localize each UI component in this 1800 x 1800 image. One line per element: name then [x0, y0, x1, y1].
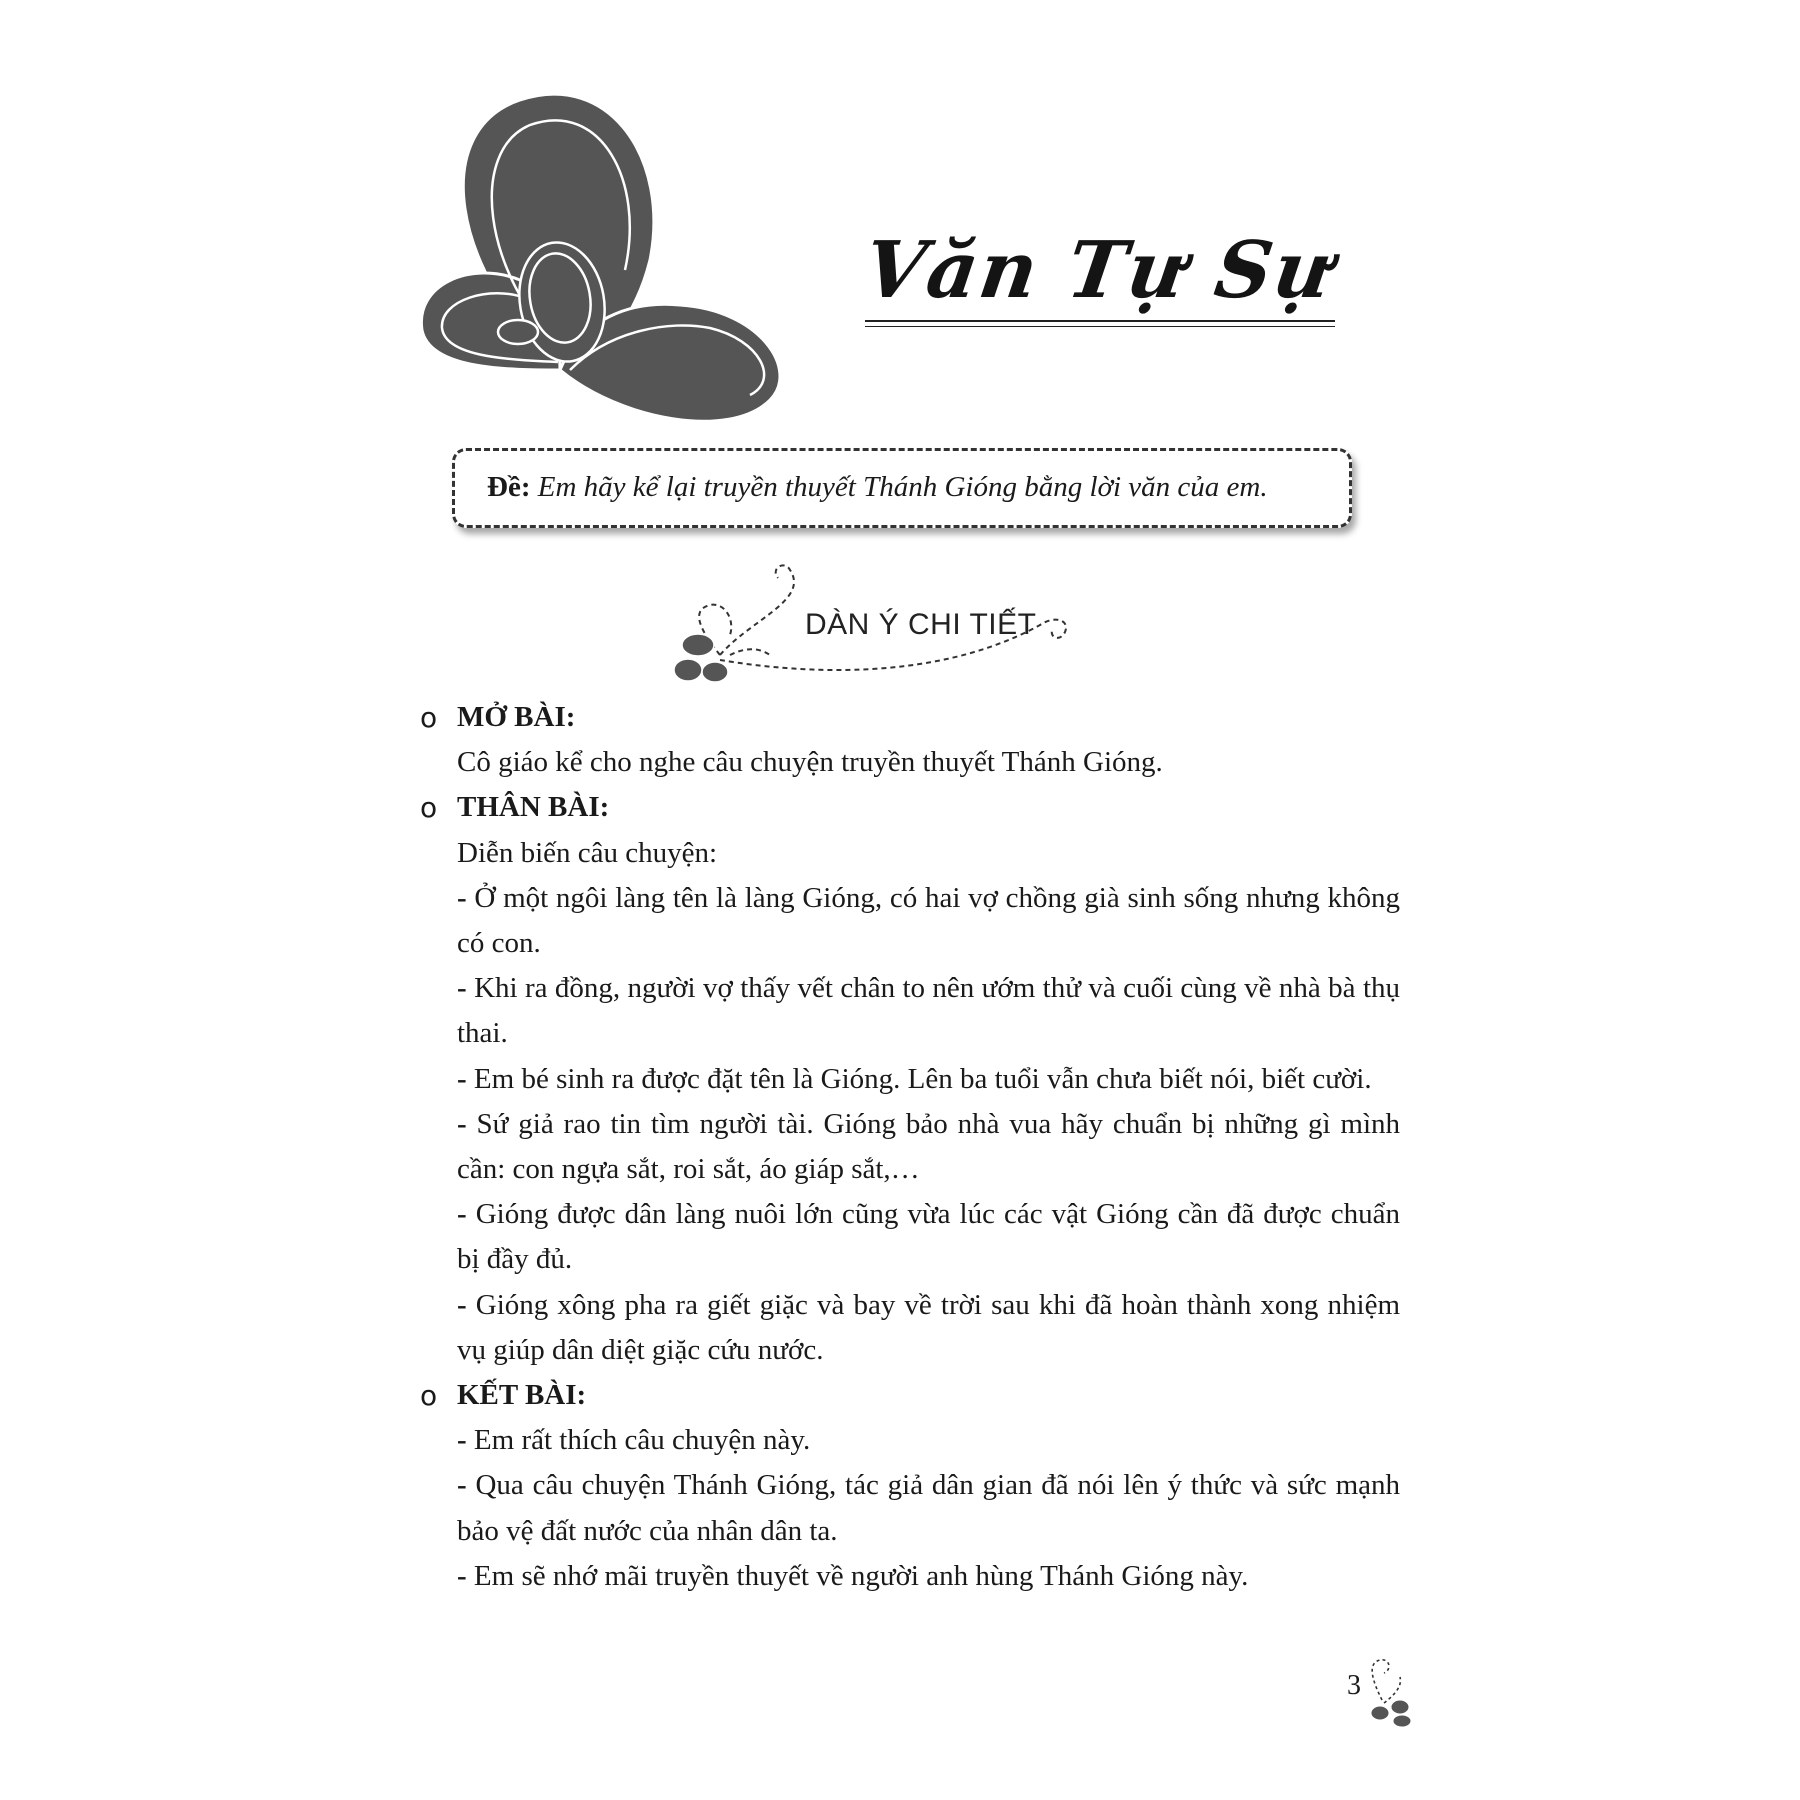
- dash-marker: -: [457, 881, 467, 914]
- dash-marker: -: [457, 1107, 467, 1140]
- dash-marker: -: [457, 1062, 467, 1095]
- section-heading-than-bai: [420, 785, 1400, 830]
- section-heading-text: MỞ BÀI:: [457, 701, 576, 733]
- section-heading-text: THÂN BÀI:: [457, 791, 610, 824]
- title-underline: [865, 320, 1335, 322]
- list-item: [420, 1057, 1400, 1102]
- list-item-text: Ở một ngôi làng tên là làng Gióng, có hai vợ chồng già sinh sống nhưng không có con.: [457, 881, 1400, 960]
- list-item-text: Gióng được dân làng nuôi lớn cũng vừa lúc các vật Gióng cần đã được chuẩn bị đầy đủ.: [457, 1198, 1401, 1276]
- outline-heading: DÀN Ý CHI TIẾT: [805, 608, 1037, 641]
- title-underline-thin: [865, 326, 1335, 327]
- list-item: [420, 1283, 1400, 1373]
- prompt-text: [487, 471, 1268, 504]
- list-item: [420, 740, 1400, 785]
- dash-marker: -: [457, 972, 467, 1005]
- bullet-icon: o: [420, 701, 438, 734]
- section-heading-ket-bai: [420, 1373, 1400, 1418]
- list-item: [420, 1463, 1400, 1553]
- list-item: [420, 1418, 1400, 1463]
- dash-marker: -: [457, 1559, 467, 1592]
- corner-flower-icon: [1352, 1655, 1427, 1727]
- list-item-text: Em rất thích câu chuyện này.: [473, 1424, 811, 1457]
- bullet-icon: o: [420, 1379, 438, 1413]
- list-item: [420, 1192, 1400, 1282]
- list-item-text: Em bé sinh ra được đặt tên là Gióng. Lên ba tuổi vẫn chưa biết nói, biết cười.: [473, 1062, 1372, 1095]
- dash-marker: -: [457, 1424, 467, 1457]
- list-item-text: Cô giáo kể cho nghe câu chuyện truyền thuyết Thánh Gióng.: [457, 746, 1163, 779]
- list-item: [420, 966, 1400, 1056]
- page-title: Văn Tự Sự: [858, 225, 1340, 316]
- list-item: [420, 831, 1400, 876]
- list-item-text: Qua câu chuyện Thánh Gióng, tác giả dân gian đã nói lên ý thức và sức mạnh bảo vệ đất nước của nhân dân ta.: [457, 1469, 1400, 1547]
- dash-marker: -: [457, 1288, 467, 1321]
- list-item-text: Khi ra đồng, người vợ thấy vết chân to nên ướm thử và cuối cùng về nhà bà thụ thai.: [457, 972, 1401, 1050]
- list-item-text: Sứ giả rao tin tìm người tài. Gióng bảo nhà vua hãy chuẩn bị những gì mình cần: con ngựa sắt, roi sắt, áo giáp sắt,…: [457, 1107, 1400, 1186]
- dash-marker: -: [457, 1198, 467, 1231]
- bullet-icon: o: [420, 791, 438, 825]
- prompt-box: [452, 448, 1352, 528]
- list-item: [420, 1554, 1400, 1599]
- list-item-text: Diễn biến câu chuyện:: [457, 836, 718, 869]
- section-heading-text: KẾT BÀI:: [457, 1379, 587, 1412]
- prompt-body: Em hãy kể lại truyền thuyết Thánh Gióng bằng lời văn của em.: [537, 471, 1268, 503]
- flower-icon: [410, 70, 800, 420]
- section-heading-mo-bai: [420, 695, 1400, 740]
- list-item-text: Em sẽ nhớ mãi truyền thuyết về người anh hùng Thánh Gióng này.: [473, 1559, 1249, 1592]
- list-item: [420, 1102, 1400, 1192]
- list-item-text: Gióng xông pha ra giết giặc và bay về trời sau khi đã hoàn thành xong nhiệm vụ giúp dân diệt giặc cứu nước.: [457, 1288, 1401, 1366]
- page-number: 3: [1347, 1670, 1361, 1701]
- outline-content: [420, 695, 1400, 1599]
- dash-marker: -: [457, 1469, 467, 1502]
- list-item: [420, 876, 1400, 966]
- prompt-label: Đề:: [487, 471, 531, 503]
